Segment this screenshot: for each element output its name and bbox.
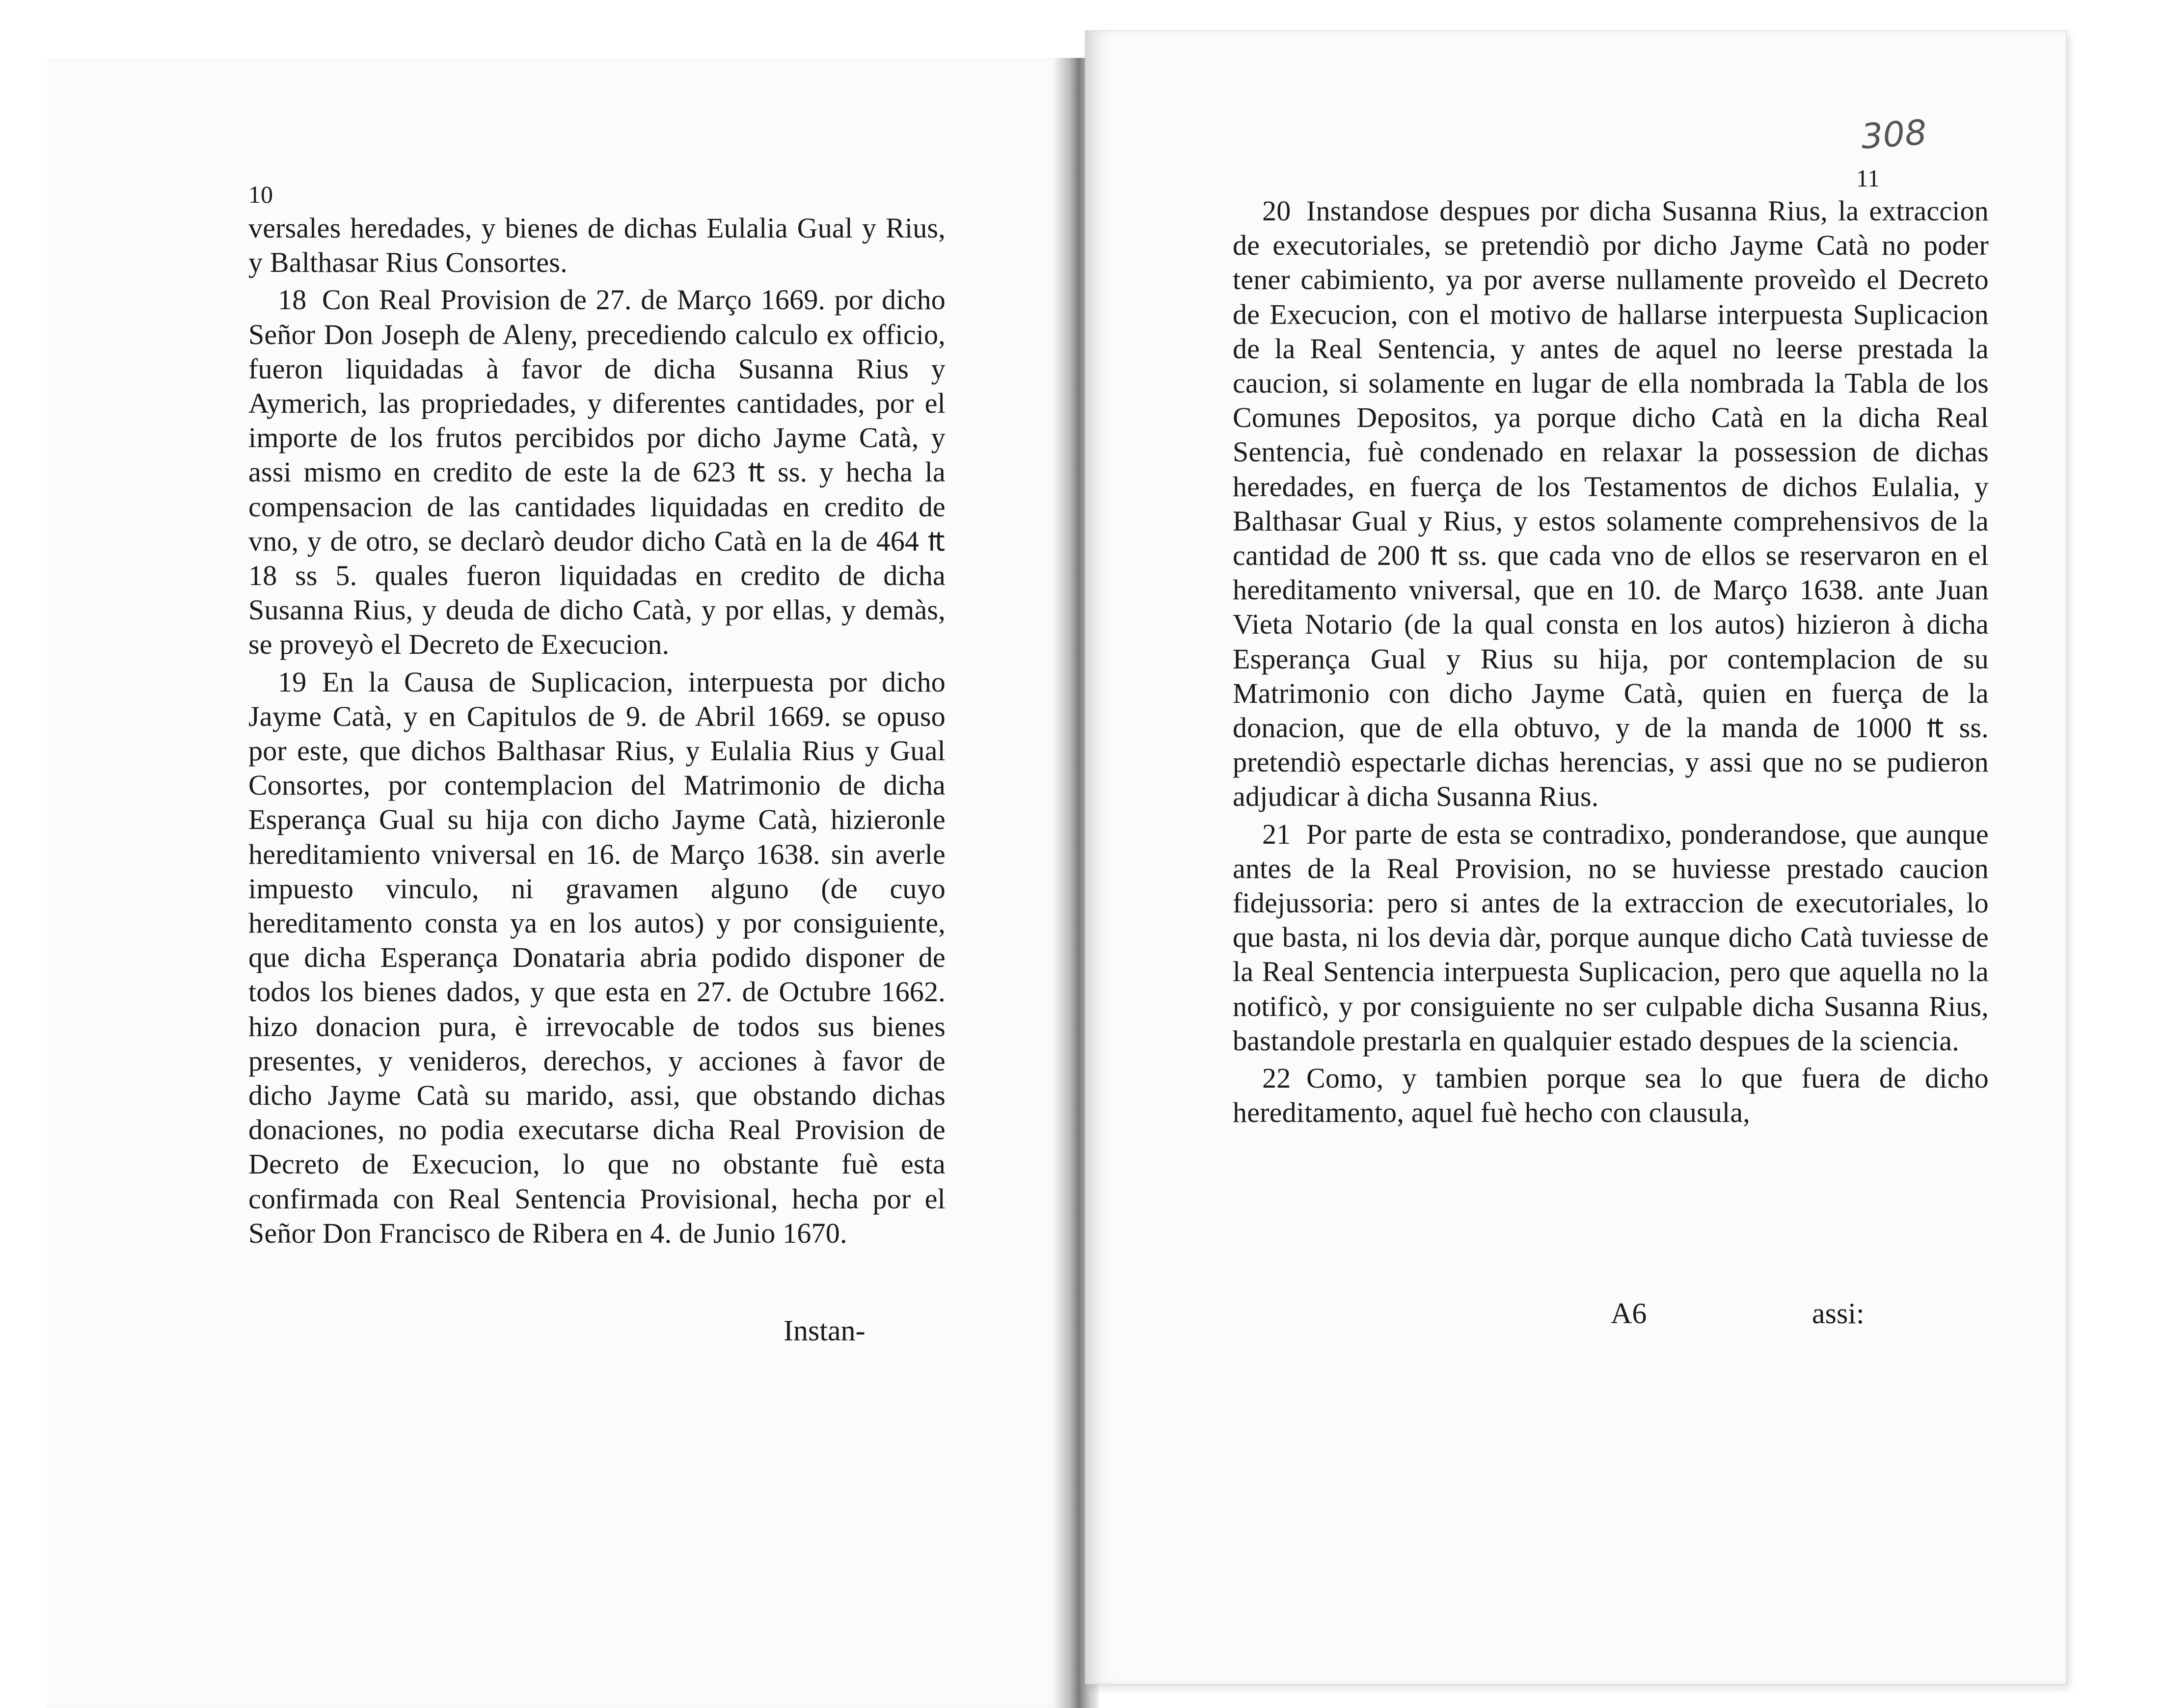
paragraph-text: Con Real Provision de 27. de Março 1669. por dicho Señor Don Joseph de Aleny, precediendo calculo ex officio, fueron liquidadas à favor de dicha Susanna Rius y Aymerich, las propriedades, y diferentes cantidades, por el importe de los frutos percibidos por dicho Jayme Catà, y assi mismo en credito de este la de 623 ₶ ss. y hecha la compensacion de las cantidades liquidadas en credito de vno, y de otro, se declarò deudor dicho Catà en la de 464 ₶ 18 ss 5. quales fueron liquidadas en credito de dicha Susanna Rius, y deuda de dicho Catà, y por ellas, y demàs, se proveyò el Decreto de Execucion. xyxy=(248,284,946,661)
left-paragraph-18 xyxy=(248,283,946,662)
paragraph-number: 18 xyxy=(278,284,307,316)
left-paragraph-continuation: versales heredades, y bienes de dichas Eulalia Gual y Rius, y Balthasar Rius Consortes. xyxy=(248,212,946,279)
paragraph-text: Instandose despues por dicha Susanna Rius, la extraccion de executoriales, se pretendiò por dicho Jayme Catà no poder tener cabimiento, ya por averse nullamente proveìdo el Decreto de Execucion, con el motivo de hallarse interpuesta Suplicacion de la Real Sentencia, y antes de aquel no leerse prestada la caucion, si solamente en lugar de ella nombrada la Tabla de los Comunes Depositos, ya porque dicho Catà en la dicha Real Sentencia, fuè condenado en relaxar la possession de dichas heredades, en fuerça de los Testamentos de dichos Eulalia, y Balthasar Gual y Rius, y estos solamente comprehensivos de la cantidad de 200 ₶ ss. que cada vno de ellos se reservaron en el hereditamento vniversal, que en 10. de Março 1638. ante Juan Vieta Notario (de la qual consta en los autos) hizieron à dicha Esperança Gual y Rius su hija, por contemplacion de su Matrimonio con dicho Jayme Catà, quien en fuerça de la donacion, que de ella obtuvo, y de la manda de 1000 ₶ ss. pretendiò espectarle dichas herencias, y assi que no se pudieron adjudicar à dicha Susanna Rius. xyxy=(1233,195,1989,813)
right-text-column xyxy=(1233,194,1989,1133)
paragraph-text: Como, y tambien porque sea lo que fuera de dicho hereditamento, aquel fuè hecho con clausula, xyxy=(1233,1062,1989,1129)
paragraph-number: 19 xyxy=(278,666,307,698)
paragraph-text: En la Causa de Suplicacion, interpuesta por dicho Jayme Catà, y en Capitulos de 9. de Abril 1669. se opuso por este, que dichos Balthasar Rius, y Eulalia Rius y Gual Consortes, por contemplacion del Matrimonio de dicha Esperança Gual su hija con dicho Jayme Catà, hizieronle hereditamiento vniversal en 16. de Março 1638. sin averle impuesto vinculo, ni gravamen alguno (de cuyo hereditamento consta ya en los autos) y por consiguiente, que dicha Esperança Donataria abria podido disponer de todos los bienes dados, y que esta en 27. de Octubre 1662. hizo donacion pura, è irrevocable de todos sus bienes presentes, y venideros, derechos, y acciones à favor de dicho Jayme Catà su marido, assi, que obstando dichas donaciones, no podia executarse dicha Real Provision de Decreto de Execucion, lo que no obstante fuè esta confirmada con Real Sentencia Provisional, hecha por el Señor Don Francisco de Ribera en 4. de Junio 1670. xyxy=(248,666,946,1249)
left-page xyxy=(47,58,1068,1708)
handwritten-folio-note: 308 xyxy=(1860,112,1928,157)
paragraph-text: Por parte de esta se contradixo, ponderandose, que aunque antes de la Real Provision, no se huviesse prestado caucion fidejussoria: pero si antes de la extraccion de executoriales, lo que basta, ni los devia dàr, porque aunque dicho Catà tuviesse de la Real Sentencia interpuesta Suplicacion, pero que aquella no la notificò, y por consiguiente no ser culpable dicha Susanna Rius, bastandole prestarla en qualquier estado despues de la sciencia. xyxy=(1233,818,1989,1057)
right-paragraph-22 xyxy=(1233,1061,1989,1130)
right-catchword: assi: xyxy=(1812,1297,1865,1330)
right-paragraph-21 xyxy=(1233,817,1989,1058)
left-catchword: Instan- xyxy=(784,1314,865,1347)
signature-mark: A6 xyxy=(1611,1297,1647,1330)
left-page-number: 10 xyxy=(248,181,273,208)
paragraph-number: 22 xyxy=(1262,1062,1291,1094)
right-page-number: 11 xyxy=(1856,164,1880,192)
right-paragraph-20 xyxy=(1233,194,1989,814)
left-paragraph-19 xyxy=(248,665,946,1251)
paragraph-number: 20 xyxy=(1262,195,1291,227)
paragraph-number: 21 xyxy=(1262,818,1291,850)
right-page xyxy=(1085,30,2067,1684)
left-text-column xyxy=(248,211,946,1254)
